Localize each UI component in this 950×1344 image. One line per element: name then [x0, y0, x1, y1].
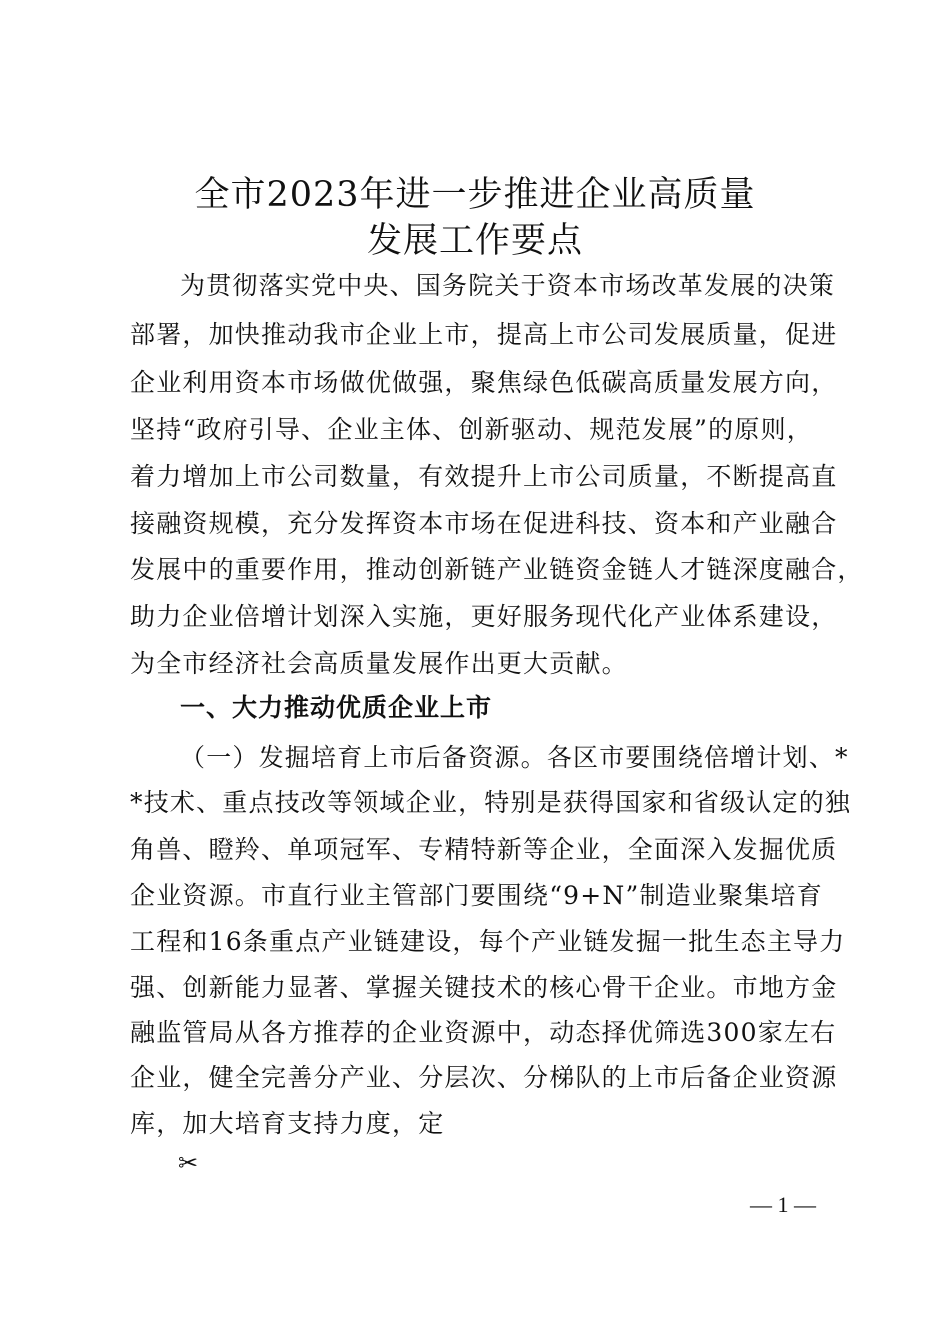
- scissors-icon: ✂: [178, 1149, 199, 1177]
- subsection-first-rest: 各区市要围绕倍增计划、*: [546, 743, 849, 772]
- subsection-first-line: [180, 742, 849, 774]
- intro-line: 部署，加快推动我市企业上市，提高上市公司发展质量，促进: [130, 320, 838, 349]
- subsection-line: 工程和16条重点产业链建设，每个产业链发掘一批生态主导力: [130, 927, 846, 956]
- subsection-line: 企业，健全完善分产业、分层次、分梯队的上市后备企业资源: [130, 1063, 838, 1092]
- intro-line: 坚持“政府引导、企业主体、创新驱动、规范发展”的原则，: [130, 415, 813, 444]
- document-title-line-1: 全市2023年进一步推进企业高质量: [194, 175, 756, 215]
- document-title-line-2: 发展工作要点: [366, 221, 583, 261]
- intro-line: 企业利用资本市场做优做强，聚焦绿色低碳高质量发展方向，: [130, 368, 838, 397]
- intro-line: 接融资规模，充分发挥资本市场在促进科技、资本和产业融合: [130, 509, 838, 538]
- subsection-line: 强、创新能力显著、掌握关键技术的核心骨干企业。市地方金: [130, 973, 838, 1002]
- section-heading: 一、大力推动优质企业上市: [180, 693, 493, 722]
- subsection-line: *技术、重点技改等领域企业，特别是获得国家和省级认定的独: [130, 788, 852, 817]
- intro-line: 为全市经济社会高质量发展作出更大贡献。: [130, 649, 628, 678]
- subsection-line: 库，加大培育支持力度，定: [130, 1109, 445, 1138]
- intro-line: 助力企业倍增计划深入实施，更好服务现代化产业体系建设，: [130, 602, 838, 631]
- intro-line: 着力增加上市公司数量，有效提升上市公司质量，不断提高直: [130, 462, 838, 491]
- subsection-lead: （一）发掘培育上市后备资源。: [180, 743, 547, 772]
- subsection-line: 角兽、瞪羚、单项冠军、专精特新等企业，全面深入发掘优质: [130, 835, 838, 864]
- intro-line: 为贯彻落实党中央、国务院关于资本市场改革发展的决策: [180, 271, 836, 300]
- subsection-line: 企业资源。市直行业主管部门要围绕“9+N”制造业聚集培育: [130, 881, 823, 910]
- page-number: — 1 —: [750, 1192, 816, 1217]
- intro-line: 发展中的重要作用，推动创新链产业链资金链人才链深度融合，: [130, 555, 864, 584]
- subsection-line: 融监管局从各方推荐的企业资源中，动态择优筛选300家左右: [130, 1018, 837, 1047]
